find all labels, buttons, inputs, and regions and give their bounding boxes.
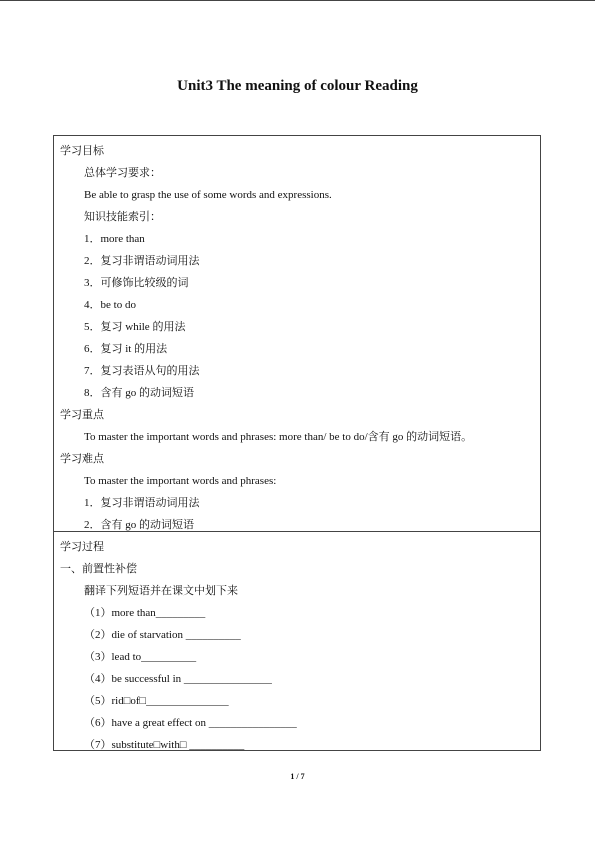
skill-item: 3．可修饰比较级的词 [84, 277, 189, 289]
phrase-item: （2）die of starvation __________ [84, 629, 241, 641]
phrase-item: （1）more than_________ [84, 607, 206, 619]
phrase-item: （4）be successful in ________________ [84, 673, 272, 685]
objectives-heading: 学习目标 [60, 145, 104, 157]
skill-item: 6．复习 it 的用法 [84, 343, 168, 355]
phrase-item: （3）lead to__________ [84, 651, 197, 663]
instruction-text: 翻译下列短语并在课文中划下来 [84, 585, 238, 597]
skill-item: 2．复习非谓语动词用法 [84, 255, 200, 267]
process-cell [53, 532, 541, 751]
part-heading: 一、前置性补偿 [60, 563, 137, 575]
phrase-item: （5）rid□of□_______________ [84, 695, 229, 707]
difficulties-heading: 学习难点 [60, 453, 104, 465]
difficulties-text: To master the important words and phrases: [84, 475, 277, 487]
phrase-item: （7）substitute□with□ __________ [84, 739, 245, 751]
difficulty-item: 2．含有 go 的动词短语 [84, 519, 194, 531]
key-points-text: To master the important words and phrases: more than/ be to do/含有 go 的动词短语。 [84, 431, 473, 443]
skill-item: 1．more than [84, 233, 145, 245]
general-requirements-label: 总体学习要求： [84, 167, 161, 179]
difficulty-item: 1．复习非谓语动词用法 [84, 497, 200, 509]
general-goal-text: Be able to grasp the use of some words and expressions. [84, 189, 332, 201]
skill-item: 4．be to do [84, 299, 136, 311]
objectives-cell [53, 135, 541, 532]
key-points-heading: 学习重点 [60, 409, 104, 421]
skills-index-label: 知识技能索引： [84, 211, 161, 223]
page-number: 1 / 7 [290, 772, 305, 781]
skill-item: 7．复习表语从句的用法 [84, 365, 200, 377]
phrase-item: （6）have a great effect on ________________ [84, 717, 297, 729]
skill-item: 5．复习 while 的用法 [84, 321, 186, 333]
page-title: Unit3 The meaning of colour Reading [177, 78, 418, 94]
process-heading: 学习过程 [60, 541, 104, 553]
header-rule [0, 0, 595, 1]
skill-item: 8．含有 go 的动词短语 [84, 387, 194, 399]
